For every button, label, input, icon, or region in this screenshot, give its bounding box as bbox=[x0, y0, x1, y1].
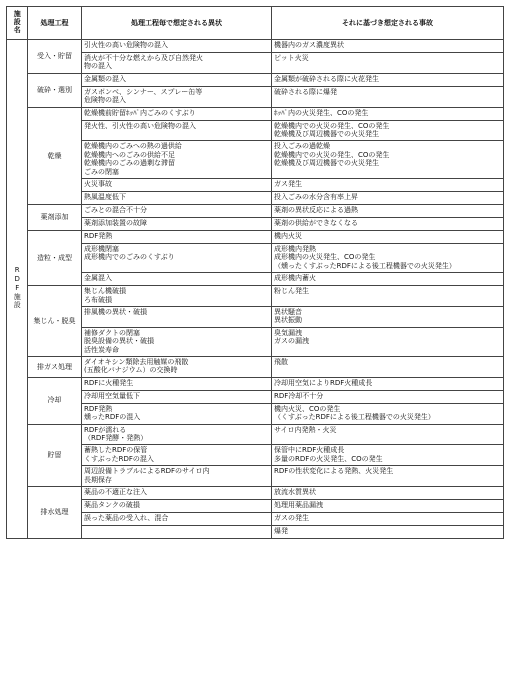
table-row bbox=[7, 445, 504, 466]
anomaly-cell bbox=[82, 120, 272, 141]
anomaly-text: 排風機の異状・破損 bbox=[84, 307, 147, 316]
accident-cell bbox=[272, 390, 504, 403]
header-process: 処理工程 bbox=[28, 7, 82, 40]
header-anomaly: 処理工程毎で想定される異状 bbox=[82, 7, 272, 40]
accident-text: RDF冷却不十分 bbox=[274, 391, 324, 400]
accident-text: 多量のRDFの火災発生、COの発生 bbox=[274, 454, 383, 463]
accident-cell bbox=[272, 217, 504, 230]
anomaly-text: RDFに火種発生 bbox=[84, 378, 134, 387]
table-row bbox=[7, 230, 504, 243]
accident-cell bbox=[272, 191, 504, 204]
accident-text: ガスの発生 bbox=[274, 513, 309, 522]
accident-text: （燻ったくすぶったRDFによる後工程機器での火災発生） bbox=[274, 261, 456, 270]
accident-text: 乾燥機及び周辺機器での火災発生 bbox=[274, 130, 379, 138]
anomaly-text: 燻ったRDFの混入 bbox=[84, 413, 141, 422]
table-row bbox=[7, 499, 504, 512]
accident-cell bbox=[272, 466, 504, 487]
accident-cell bbox=[272, 141, 504, 179]
accident-cell bbox=[272, 230, 504, 243]
document-page bbox=[6, 6, 503, 539]
accident-cell bbox=[272, 107, 504, 120]
accident-cell bbox=[272, 204, 504, 217]
process-cell: 排水処理 bbox=[28, 486, 82, 538]
accident-text: 破砕される際に爆発 bbox=[274, 87, 337, 96]
anomaly-text: 乾燥機内のごみの過剰な滞留 bbox=[84, 159, 175, 168]
accident-cell bbox=[272, 356, 504, 377]
anomaly-text: 長期保存 bbox=[84, 475, 112, 484]
accident-text: 異状振動 bbox=[274, 316, 302, 325]
table-row bbox=[7, 86, 504, 107]
anomaly-text: 薬品の不適正な注入 bbox=[84, 487, 147, 496]
header-facility: 施設名 bbox=[7, 7, 28, 40]
header-accident: それに基づき想定される事故 bbox=[272, 7, 504, 40]
anomaly-text: くすぶったRDFの混入 bbox=[84, 454, 154, 463]
accident-text: （くすぶったRDFによる後工程機器での火災発生） bbox=[274, 413, 435, 422]
accident-text: RDFの性状変化による発熱、火災発生 bbox=[274, 467, 394, 476]
accident-cell bbox=[272, 445, 504, 466]
anomaly-text: 薬剤添加装置の故障 bbox=[84, 218, 147, 227]
anomaly-text: 乾燥機前貯留ﾎｯﾊﾟ内ごみのくすぶり bbox=[84, 108, 196, 117]
accident-text: 飛散 bbox=[274, 357, 288, 366]
table-row bbox=[7, 141, 504, 179]
anomaly-text: ダイオキシン類除去用触媒の飛散 bbox=[84, 357, 189, 366]
facility-name-cell bbox=[7, 40, 28, 539]
table-row bbox=[7, 40, 504, 53]
accident-cell bbox=[272, 86, 504, 107]
anomaly-cell bbox=[82, 178, 272, 191]
anomaly-text: 乾燥機内のごみへの熱の過供給 bbox=[84, 142, 182, 151]
anomaly-text: 補修ダクトの閉塞 bbox=[84, 328, 140, 337]
accident-cell bbox=[272, 327, 504, 356]
accident-cell bbox=[272, 403, 504, 424]
accident-cell bbox=[272, 377, 504, 390]
anomaly-text: ごみの閉塞 bbox=[84, 167, 119, 176]
accident-text: 臭気漏洩 bbox=[274, 328, 302, 337]
accident-text: 成形機内の火災発生、COの発生 bbox=[274, 253, 376, 262]
anomaly-cell bbox=[82, 356, 272, 377]
anomaly-text: 蓄熱したRDFの保管 bbox=[84, 446, 148, 455]
anomaly-text: RDFが濡れる bbox=[84, 425, 127, 434]
accident-cell bbox=[272, 243, 504, 272]
process-cell: 受入・貯留 bbox=[28, 40, 82, 74]
table-row bbox=[7, 306, 504, 327]
accident-text: 成形機内発熱 bbox=[274, 244, 316, 253]
table-row bbox=[7, 377, 504, 390]
accident-cell bbox=[272, 486, 504, 499]
process-cell: 集じん・脱臭 bbox=[28, 286, 82, 357]
table-row bbox=[7, 486, 504, 499]
anomaly-cell bbox=[82, 499, 272, 512]
accident-cell bbox=[272, 178, 504, 191]
accident-text: 機器内のガス濃度異状 bbox=[274, 41, 344, 49]
anomaly-cell bbox=[82, 273, 272, 286]
anomaly-text: 活性炭寿命 bbox=[84, 345, 119, 354]
anomaly-cell bbox=[82, 445, 272, 466]
anomaly-cell bbox=[82, 327, 272, 356]
accident-text: 金属類が破砕される際に火花発生 bbox=[274, 74, 379, 83]
table-row bbox=[7, 204, 504, 217]
process-cell: 排ガス処理 bbox=[28, 356, 82, 377]
accident-cell bbox=[272, 53, 504, 74]
accident-text: 投入ごみの過乾燥 bbox=[274, 142, 330, 151]
anomaly-text: 熱風温度低下 bbox=[84, 192, 126, 201]
process-cell: 造粒・成型 bbox=[28, 230, 82, 285]
accident-text: 処理用薬品漏洩 bbox=[274, 500, 323, 509]
anomaly-text: RDF発熱 bbox=[84, 231, 113, 240]
process-cell: 破砕・選別 bbox=[28, 73, 82, 107]
table-row bbox=[7, 243, 504, 272]
anomaly-cell bbox=[82, 40, 272, 53]
anomaly-cell bbox=[82, 424, 272, 445]
accident-text: ガスの漏洩 bbox=[274, 337, 309, 346]
anomaly-cell bbox=[82, 512, 272, 525]
anomaly-text: 成形機内でのごみのくすぶり bbox=[84, 253, 175, 262]
anomaly-cell bbox=[82, 53, 272, 74]
accident-text: 保管中にRDF火種成長 bbox=[274, 446, 345, 455]
anomaly-cell bbox=[82, 306, 272, 327]
table-row bbox=[7, 120, 504, 141]
process-cell: 貯留 bbox=[28, 424, 82, 486]
anomaly-cell bbox=[82, 390, 272, 403]
accident-text: ピット火災 bbox=[274, 54, 309, 62]
anomaly-text: 火災事故 bbox=[84, 179, 112, 188]
accident-cell bbox=[272, 525, 504, 538]
accident-text: サイロ内発熱・火災 bbox=[274, 425, 337, 434]
anomaly-text: ガスボンベ、シンナー、スプレー缶等 bbox=[84, 87, 203, 96]
table-row bbox=[7, 356, 504, 377]
anomaly-text: 金属混入 bbox=[84, 274, 112, 283]
anomaly-cell bbox=[82, 230, 272, 243]
hazard-table bbox=[6, 6, 504, 539]
anomaly-cell bbox=[82, 403, 272, 424]
anomaly-text: 集じん機破損 bbox=[84, 287, 126, 296]
accident-cell bbox=[272, 273, 504, 286]
accident-text: 薬剤の異状反応による過熱 bbox=[274, 205, 358, 214]
table-row bbox=[7, 73, 504, 86]
table-row bbox=[7, 178, 504, 191]
accident-text: 異状騒音 bbox=[274, 307, 302, 316]
anomaly-cell bbox=[82, 73, 272, 86]
header-row bbox=[7, 7, 504, 40]
accident-text: 投入ごみの水分含有率上昇 bbox=[274, 192, 358, 201]
anomaly-text: 成形機閉塞 bbox=[84, 244, 119, 253]
anomaly-cell bbox=[82, 286, 272, 307]
anomaly-text: 誤った薬品の受入れ、混合 bbox=[84, 513, 169, 522]
table-row bbox=[7, 286, 504, 307]
anomaly-text: ろ布破損 bbox=[84, 295, 112, 304]
anomaly-cell bbox=[82, 204, 272, 217]
accident-text: 機内火災 bbox=[274, 231, 302, 240]
accident-text: ガス発生 bbox=[274, 179, 302, 188]
accident-text: 機内火災、COの発生 bbox=[274, 404, 341, 413]
table-row bbox=[7, 390, 504, 403]
anomaly-cell bbox=[82, 107, 272, 120]
anomaly-cell bbox=[82, 191, 272, 204]
accident-text: 乾燥機内での火災の発生、COの発生 bbox=[274, 150, 390, 159]
anomaly-cell bbox=[82, 466, 272, 487]
accident-cell bbox=[272, 306, 504, 327]
process-cell: 冷却 bbox=[28, 377, 82, 424]
table-row bbox=[7, 525, 504, 538]
table-row bbox=[7, 273, 504, 286]
process-cell: 乾燥 bbox=[28, 107, 82, 204]
accident-cell bbox=[272, 499, 504, 512]
table-body bbox=[7, 40, 504, 539]
accident-cell bbox=[272, 40, 504, 53]
anomaly-text: 物の混入 bbox=[84, 62, 112, 71]
accident-text: 薬剤の供給ができなくなる bbox=[274, 218, 358, 227]
anomaly-text: RDF発熱 bbox=[84, 404, 113, 413]
accident-text: 冷却用空気によりRDF火種成長 bbox=[274, 378, 373, 387]
table-row bbox=[7, 403, 504, 424]
anomaly-cell bbox=[82, 86, 272, 107]
anomaly-text: 金属類の混入 bbox=[84, 74, 126, 83]
accident-cell bbox=[272, 286, 504, 307]
anomaly-text: 周辺設備トラブルによるRDFのサイロ内 bbox=[84, 467, 210, 476]
anomaly-text: 発火性、引火性の高い危険物の混入 bbox=[84, 121, 196, 130]
accident-text: ﾎｯﾊﾟ内の火災発生、COの発生 bbox=[274, 108, 369, 117]
accident-text: 放流水質異状 bbox=[274, 487, 316, 496]
accident-cell bbox=[272, 512, 504, 525]
table-row bbox=[7, 53, 504, 74]
accident-cell bbox=[272, 424, 504, 445]
anomaly-text: 消火が不十分な燃えから及び自然発火 bbox=[84, 54, 203, 62]
accident-text: 粉じん発生 bbox=[274, 287, 309, 296]
table-row bbox=[7, 327, 504, 356]
accident-text: 乾燥機及び周辺機器での火災発生 bbox=[274, 159, 379, 168]
anomaly-cell bbox=[82, 525, 272, 538]
table-row bbox=[7, 217, 504, 230]
table-row bbox=[7, 107, 504, 120]
process-cell: 薬剤添加 bbox=[28, 204, 82, 230]
anomaly-cell bbox=[82, 141, 272, 179]
table-row bbox=[7, 466, 504, 487]
accident-cell bbox=[272, 73, 504, 86]
anomaly-text: 危険物の混入 bbox=[84, 96, 126, 105]
anomaly-text: 脱臭設備の異状・破損 bbox=[84, 337, 154, 346]
anomaly-cell bbox=[82, 243, 272, 272]
anomaly-text: (五酸化バナジウム）の交換時 bbox=[84, 366, 178, 375]
accident-text: 乾燥機内での火災の発生、COの発生 bbox=[274, 121, 390, 130]
anomaly-text: 冷却用空気量低下 bbox=[84, 391, 140, 400]
anomaly-text: （RDF発酵・発熱） bbox=[84, 433, 148, 442]
table-row bbox=[7, 512, 504, 525]
accident-text: 成形機内蓄火 bbox=[274, 274, 316, 283]
anomaly-text: ごみとの混合不十分 bbox=[84, 205, 147, 214]
anomaly-text: 薬品タンクの破損 bbox=[84, 500, 140, 509]
anomaly-text: 引火性の高い危険物の混入 bbox=[84, 41, 168, 49]
accident-cell bbox=[272, 120, 504, 141]
anomaly-cell bbox=[82, 486, 272, 499]
accident-text: 爆発 bbox=[274, 526, 288, 535]
anomaly-text bbox=[84, 527, 269, 535]
anomaly-text: 乾燥機内へのごみの供給不足 bbox=[84, 150, 175, 159]
table-row bbox=[7, 191, 504, 204]
table-row bbox=[7, 424, 504, 445]
anomaly-cell bbox=[82, 377, 272, 390]
anomaly-cell bbox=[82, 217, 272, 230]
facility-name: RDF施設 bbox=[13, 266, 22, 310]
